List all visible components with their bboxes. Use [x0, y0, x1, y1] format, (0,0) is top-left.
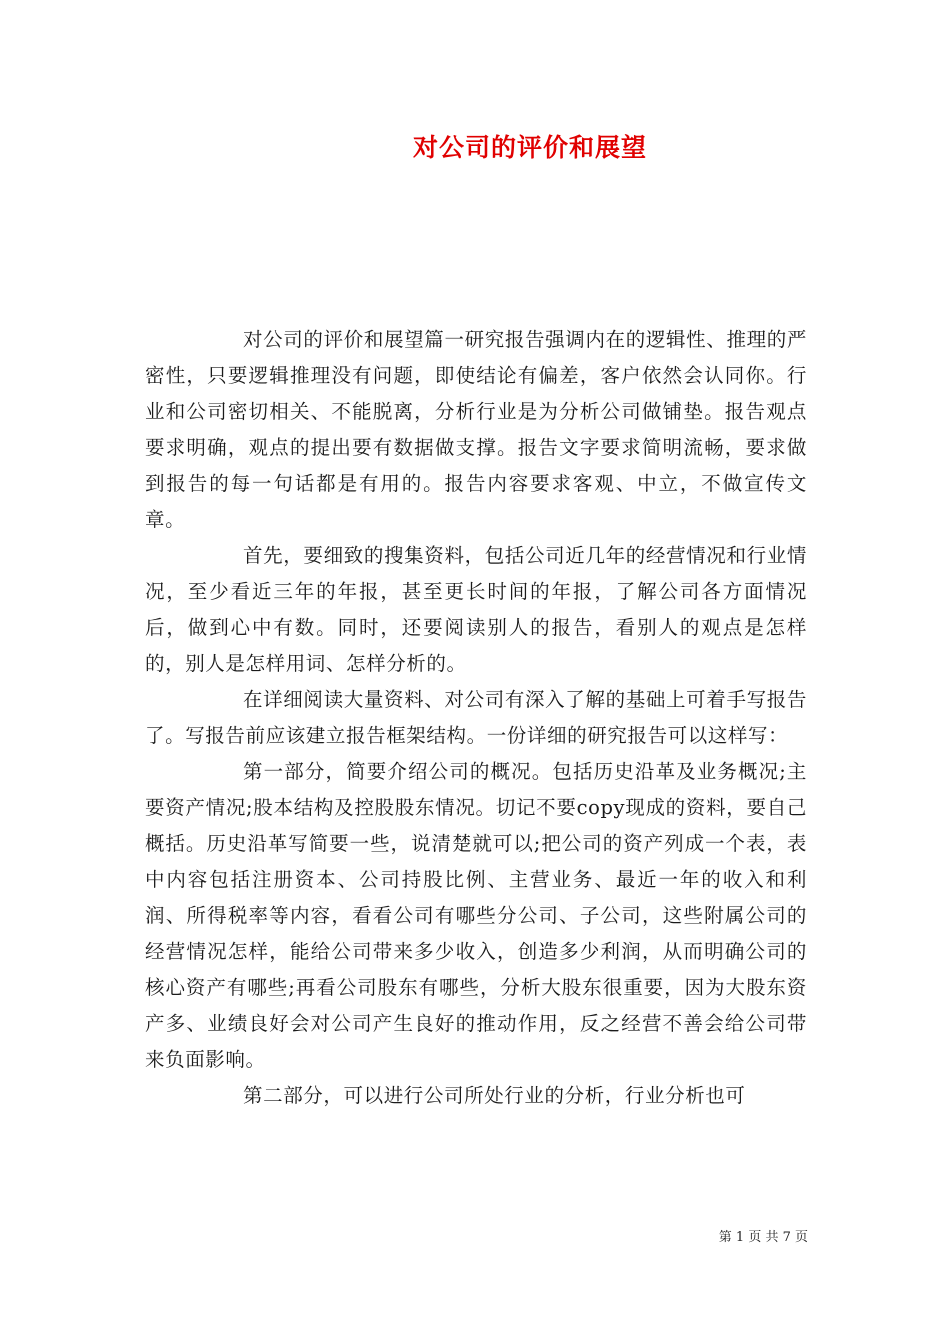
document-body [145, 322, 807, 1114]
paragraph-2: 首先，要细致的搜集资料，包括公司近几年的经营情况和行业情况，至少看近三年的年报，甚至更长时间的年报，了解公司各方面情况后，做到心中有数。同时，还要阅读别人的报告，看别人的观点是怎样的，别人是怎样用词、怎样分析的。 [145, 544, 807, 675]
paragraph-5: 第二部分，可以进行公司所处行业的分析，行业分析也可 [243, 1084, 746, 1107]
paragraph-3: 在详细阅读大量资料、对公司有深入了解的基础上可着手写报告了。写报告前应该建立报告框架结构。一份详细的研究报告可以这样写： [145, 688, 807, 747]
paragraph-4: 第一部分，简要介绍公司的概况。包括历史沿革及业务概况;主要资产情况;股本结构及控股股东情况。切记不要copy现成的资料，要自己概括。历史沿革写简要一些，说清楚就可以;把公司的资产列成一个表，表中内容包括注册资本、公司持股比例、主营业务、最近一年的收入和利润、所得税率等内容，看看公司有哪些分公司、子公司，这些附属公司的经营情况怎样，能给公司带来多少收入，创造多少利润，从而明确公司的核心资产有哪些;再看公司股东有哪些，分析大股东很重要，因为大股东资产多、业绩良好会对公司产生良好的推动作用，反之经营不善会给公司带来负面影响。 [145, 760, 807, 1071]
document-title: 对公司的评价和展望 [412, 133, 647, 162]
page-number-footer: 第 1 页 共 7 页 [718, 1230, 808, 1245]
paragraph-1: 对公司的评价和展望篇一研究报告强调内在的逻辑性、推理的严密性，只要逻辑推理没有问题，即使结论有偏差，客户依然会认同你。行业和公司密切相关、不能脱离，分析行业是为分析公司做铺垫。报告观点要求明确，观点的提出要有数据做支撑。报告文字要求简明流畅，要求做到报告的每一句话都是有用的。报告内容要求客观、中立，不做宣传文章。 [145, 328, 807, 531]
